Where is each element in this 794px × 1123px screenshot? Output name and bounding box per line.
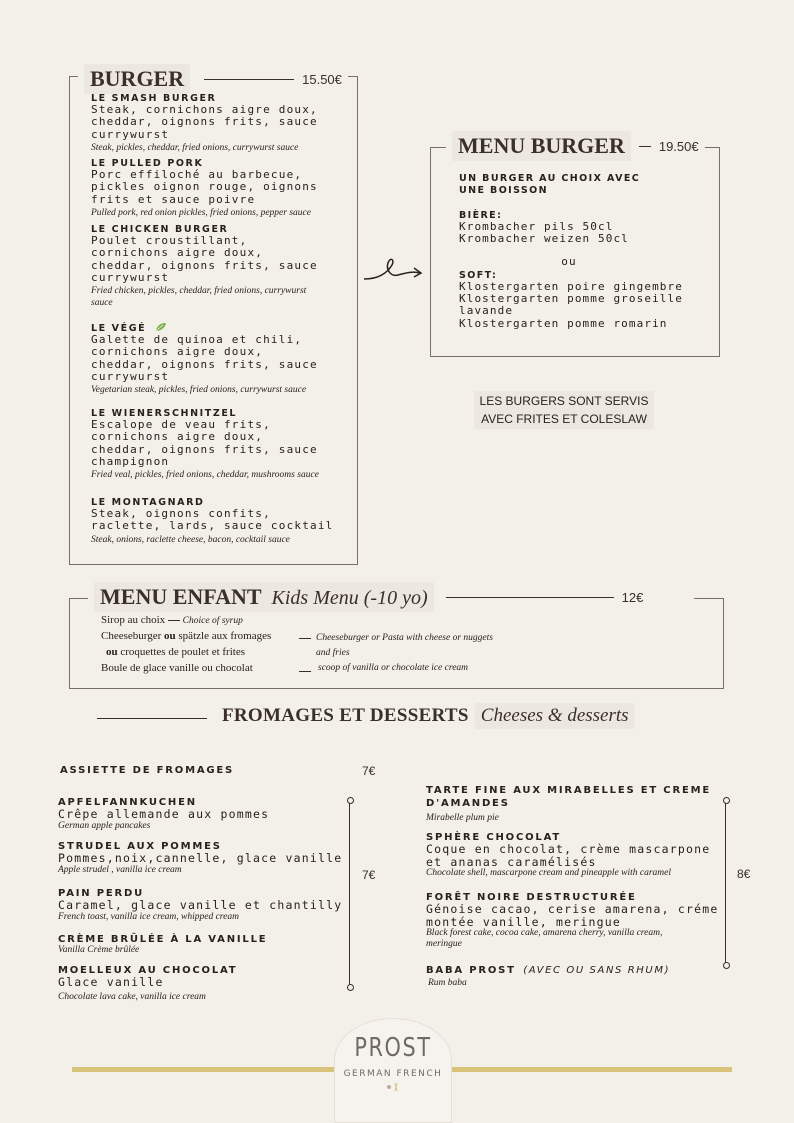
burger-price: 15.50€ (302, 71, 342, 87)
leaf-icon (155, 322, 167, 332)
footer-gold-line (448, 1067, 732, 1072)
dash (168, 620, 180, 621)
menu-burger-content (459, 173, 709, 330)
dessert-desc: Coque en chocolat, crème mascarpone et ananas caramélisés (426, 842, 711, 869)
dessert-name: BABA PROST (426, 965, 516, 976)
dessert-name: CRÈME BRÛLÉE À LA VANILLE (58, 934, 268, 945)
burger-item (91, 93, 361, 154)
fromages-subtitle: Cheeses & desserts (475, 703, 635, 729)
dessert-english: Rum baba (428, 978, 467, 988)
menu-enfant-price: 12€ (621, 589, 644, 605)
fromages-header (222, 703, 635, 729)
item-name: LE WIENERSCHNITZEL (91, 408, 238, 419)
menu-enfant-title-pill (94, 582, 434, 612)
or-text: ou (561, 254, 577, 268)
menu-enfant-rule (446, 597, 614, 598)
dessert-name-wrap (426, 960, 726, 978)
dessert-name: FORÊT NOIRE DESTRUCTURÉE (426, 892, 637, 903)
dessert-english: Vanilla Crème brûlée (58, 945, 140, 955)
kid-row-main-2 (106, 646, 245, 658)
assiette-fromages: ASSIETTE DE FROMAGES (60, 765, 235, 776)
menu-burger-title: MENU BURGER (452, 131, 631, 161)
dessert-desc: Caramel, glace vanille et chantilly (58, 898, 343, 912)
dessert-english: Mirabelle plum pie (426, 813, 499, 823)
item-desc: Steak, cornichons aigre doux, cheddar, oignons frits, sauce currywurst (91, 103, 318, 141)
footer-gold-line (72, 1067, 336, 1072)
fromages-rule (97, 718, 207, 719)
menu-burger-intro: UN BURGER AU CHOIX AVEC UNE BOISSON (459, 173, 641, 196)
logo-tag: GERMAN FRENCH (343, 1069, 443, 1079)
menu-burger-header (446, 131, 705, 161)
dessert-desc: Crêpe allemande aux pommes (58, 807, 270, 821)
prost-logo (334, 1018, 452, 1123)
item-name: LE CHICKEN BURGER (91, 224, 229, 235)
dessert-desc: Glace vanille (58, 975, 164, 989)
item-name: LE PULLED PORK (91, 158, 204, 169)
logo-name: PROST (354, 1033, 432, 1063)
item-english: Pulled pork, red onion pickles, fried onions, pepper sauce (91, 207, 311, 218)
dessert-item (58, 934, 348, 956)
dessert-english: Chocolate shell, mascarpone cream and pineapple with caramel (426, 868, 672, 878)
item-desc: Porc effiloché au barbecue, pickles oignon rouge, oignons frits et sauce poivre (91, 168, 318, 206)
dash (299, 671, 311, 672)
dessert-english: Black forest cake, cocoa cake, amarena cherry, vanilla cream, meringue (426, 928, 663, 949)
item-desc: Escalope de veau frits, cornichons aigre doux, cheddar, oignons frits, sauce champignon (91, 418, 318, 468)
dessert-name: APFELFANNKUCHEN (58, 797, 197, 808)
menu-burger-price: 19.50€ (658, 138, 699, 154)
kid-row-ou: ou (164, 630, 176, 642)
kid-row-en: Choice of syrup (182, 616, 243, 626)
burger-title-rule (204, 79, 294, 80)
dessert-item (58, 965, 348, 1003)
dessert-english: French toast, vanilla ice cream, whipped cream (58, 911, 239, 922)
dessert-name: PAIN PERDU (58, 888, 145, 899)
item-english: Fried chicken, pickles, cheddar, fried onions, currywurst sauce (91, 286, 307, 308)
dessert-name: SPHÈRE CHOCOLAT (426, 832, 561, 843)
kid-row-fr-a: Cheeseburger (101, 630, 165, 642)
dessert-item (426, 832, 726, 879)
dessert-name: STRUDEL AUX POMMES (58, 841, 222, 852)
kid-row-syrup (101, 614, 243, 626)
burger-item (91, 224, 361, 309)
item-desc: Galette de quinoa et chili, cornichons aigre doux, cheddar, oignons frits, sauce currywurst (91, 333, 318, 383)
dessert-desc: Pommes,noix,cannelle, glace vanille (58, 851, 343, 865)
burger-item (91, 322, 361, 397)
left-price-bracket (349, 800, 350, 988)
kid-row-fr-b: croquettes de poulet et frites (117, 646, 245, 658)
kid-row-fr-b: spätzle aux fromages (175, 630, 272, 642)
dessert-item (426, 785, 726, 824)
dessert-name-suffix: (AVEC OU SANS RHUM) (523, 965, 671, 976)
biere-list: Krombacher pils 50cl Krombacher weizen 50cl (459, 220, 629, 246)
soft-label: SOFT: (459, 269, 498, 281)
fromages-title: FROMAGES ET DESSERTS (222, 705, 469, 726)
item-desc: Steak, oignons confits, raclette, lards, sauce cocktail (91, 507, 334, 533)
kid-row-ou: ou (106, 646, 118, 658)
dessert-desc: Génoise cacao, cerise amarena, créme montée vanille, meringue (426, 902, 719, 929)
item-english: Vegetarian steak, pickles, fried onions, currywurst sauce (91, 385, 307, 396)
menu-enfant-header (88, 582, 694, 612)
item-english: Fried veal, pickles, fried onions, cheddar, mushrooms sauce (91, 470, 319, 481)
item-name: LE MONTAGNARD (91, 497, 205, 508)
dessert-item (426, 960, 726, 989)
curly-arrow-icon (362, 255, 426, 289)
burger-item (91, 408, 361, 482)
soft-list: Klostergarten poire gingembre Klostergarten pomme groseille lavande Klostergarten pomme romarin (459, 279, 683, 330)
kid-row-fr: Boule de glace vanille ou chocolat (101, 662, 253, 674)
dessert-english: Chocolate lava cake, vanilla ice cream (58, 991, 206, 1002)
assiette-price: 7€ (362, 764, 376, 778)
kid-row-ice-en: scoop of vanilla or chocolate ice cream (318, 663, 469, 673)
dash (299, 638, 311, 639)
menu-enfant-title: MENU ENFANT (100, 584, 262, 609)
dessert-name: TARTE FINE AUX MIRABELLES ET CREME D'AMANDES (426, 785, 711, 809)
burger-item (91, 497, 361, 546)
item-english: Steak, onions, raclette cheese, bacon, cocktail sauce (91, 534, 290, 545)
dessert-english: German apple pancakes (58, 820, 151, 831)
kid-row-main-en: Cheeseburger or Pasta with cheese or nuggets and fries (316, 633, 493, 658)
kid-row-ice (101, 662, 253, 674)
left-dessert-price: 7€ (362, 868, 376, 882)
item-desc: Poulet croustillant, cornichons aigre doux, cheddar, oignons frits, sauce currywurst (91, 234, 318, 284)
burger-note-text: LES BURGERS SONT SERVIS AVEC FRITES ET COLESLAW (474, 391, 655, 429)
dessert-item (58, 841, 348, 876)
burger-item (91, 158, 361, 219)
right-price-bracket (725, 800, 726, 966)
item-english: Steak, pickles, cheddar, fried onions, currywurst sauce (91, 142, 299, 153)
dessert-item (58, 888, 348, 923)
burger-header (78, 64, 348, 94)
burger-title: BURGER (84, 64, 190, 94)
menu-burger-rule (639, 146, 651, 147)
dessert-item (58, 797, 348, 832)
item-name: LE VÉGÉ (91, 323, 147, 334)
dessert-item (426, 892, 726, 950)
dessert-english: Apple strudel , vanilla ice cream (58, 864, 182, 875)
dessert-name: MOELLEUX AU CHOCOLAT (58, 965, 238, 976)
right-dessert-price: 8€ (737, 867, 751, 881)
kid-row-main (101, 630, 271, 642)
biere-label: BIÈRE: (459, 210, 503, 221)
burger-note (466, 391, 662, 429)
item-name: LE SMASH BURGER (91, 93, 217, 104)
kid-row-fr: Sirop au choix (101, 614, 166, 626)
menu-enfant-subtitle: Kids Menu (-10 yo) (271, 587, 428, 609)
logo-emblem-icon (383, 1082, 403, 1092)
